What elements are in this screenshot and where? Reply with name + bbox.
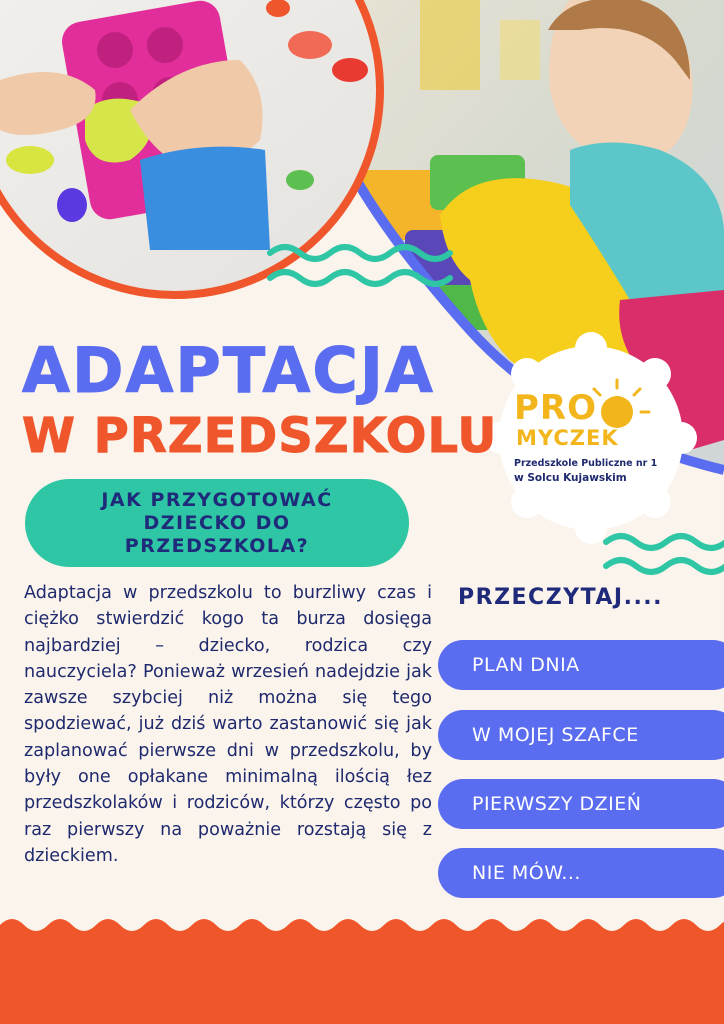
w-mojej-szafce-button[interactable]: W MOJEJ SZAFCE bbox=[438, 710, 724, 760]
plan-dnia-button[interactable]: PLAN DNIA bbox=[438, 640, 724, 690]
read-heading: PRZECZYTAJ.... bbox=[458, 585, 664, 610]
logo-subtitle-2: w Solcu Kujawskim bbox=[514, 472, 627, 484]
nie-mow-button[interactable]: NIE MÓW... bbox=[438, 848, 724, 898]
logo-myczek-text: MYCZEK bbox=[516, 426, 619, 450]
page-title-line1: ADAPTACJA bbox=[22, 334, 435, 407]
question-banner bbox=[25, 479, 409, 567]
page-title-line2: W PRZEDSZKOLU bbox=[22, 408, 498, 464]
bottom-wave-band bbox=[0, 919, 724, 1024]
wave-decoration-right bbox=[606, 536, 724, 572]
question-text: JAK PRZYGOTOWAĆ DZIECKO DO PRZEDSZKOLA? bbox=[101, 488, 333, 557]
logo-pro-text: PRO bbox=[514, 388, 598, 428]
pierwszy-dzien-button[interactable]: PIERWSZY DZIEŃ bbox=[438, 779, 724, 829]
logo-subtitle-1: Przedszkole Publiczne nr 1 bbox=[514, 458, 658, 469]
body-paragraph: Adaptacja w przedszkolu to burzliwy czas i ciężko stwierdzić kogo ta burza dosięga najbardziej – dziecko, rodzica czy nauczyciela? Ponieważ wrzesień nadejdzie jak zawsze szybciej niż można się tego spodziewać, już dziś warto zastanowić się jak zaplanować pierwsze dni w przedszkolu, by były one opłakane minimalną ilością łez przedszkolaków i rodziców, którzy często po raz pierwszy na poważnie rozstają się z dzieckiem. bbox=[24, 583, 432, 866]
